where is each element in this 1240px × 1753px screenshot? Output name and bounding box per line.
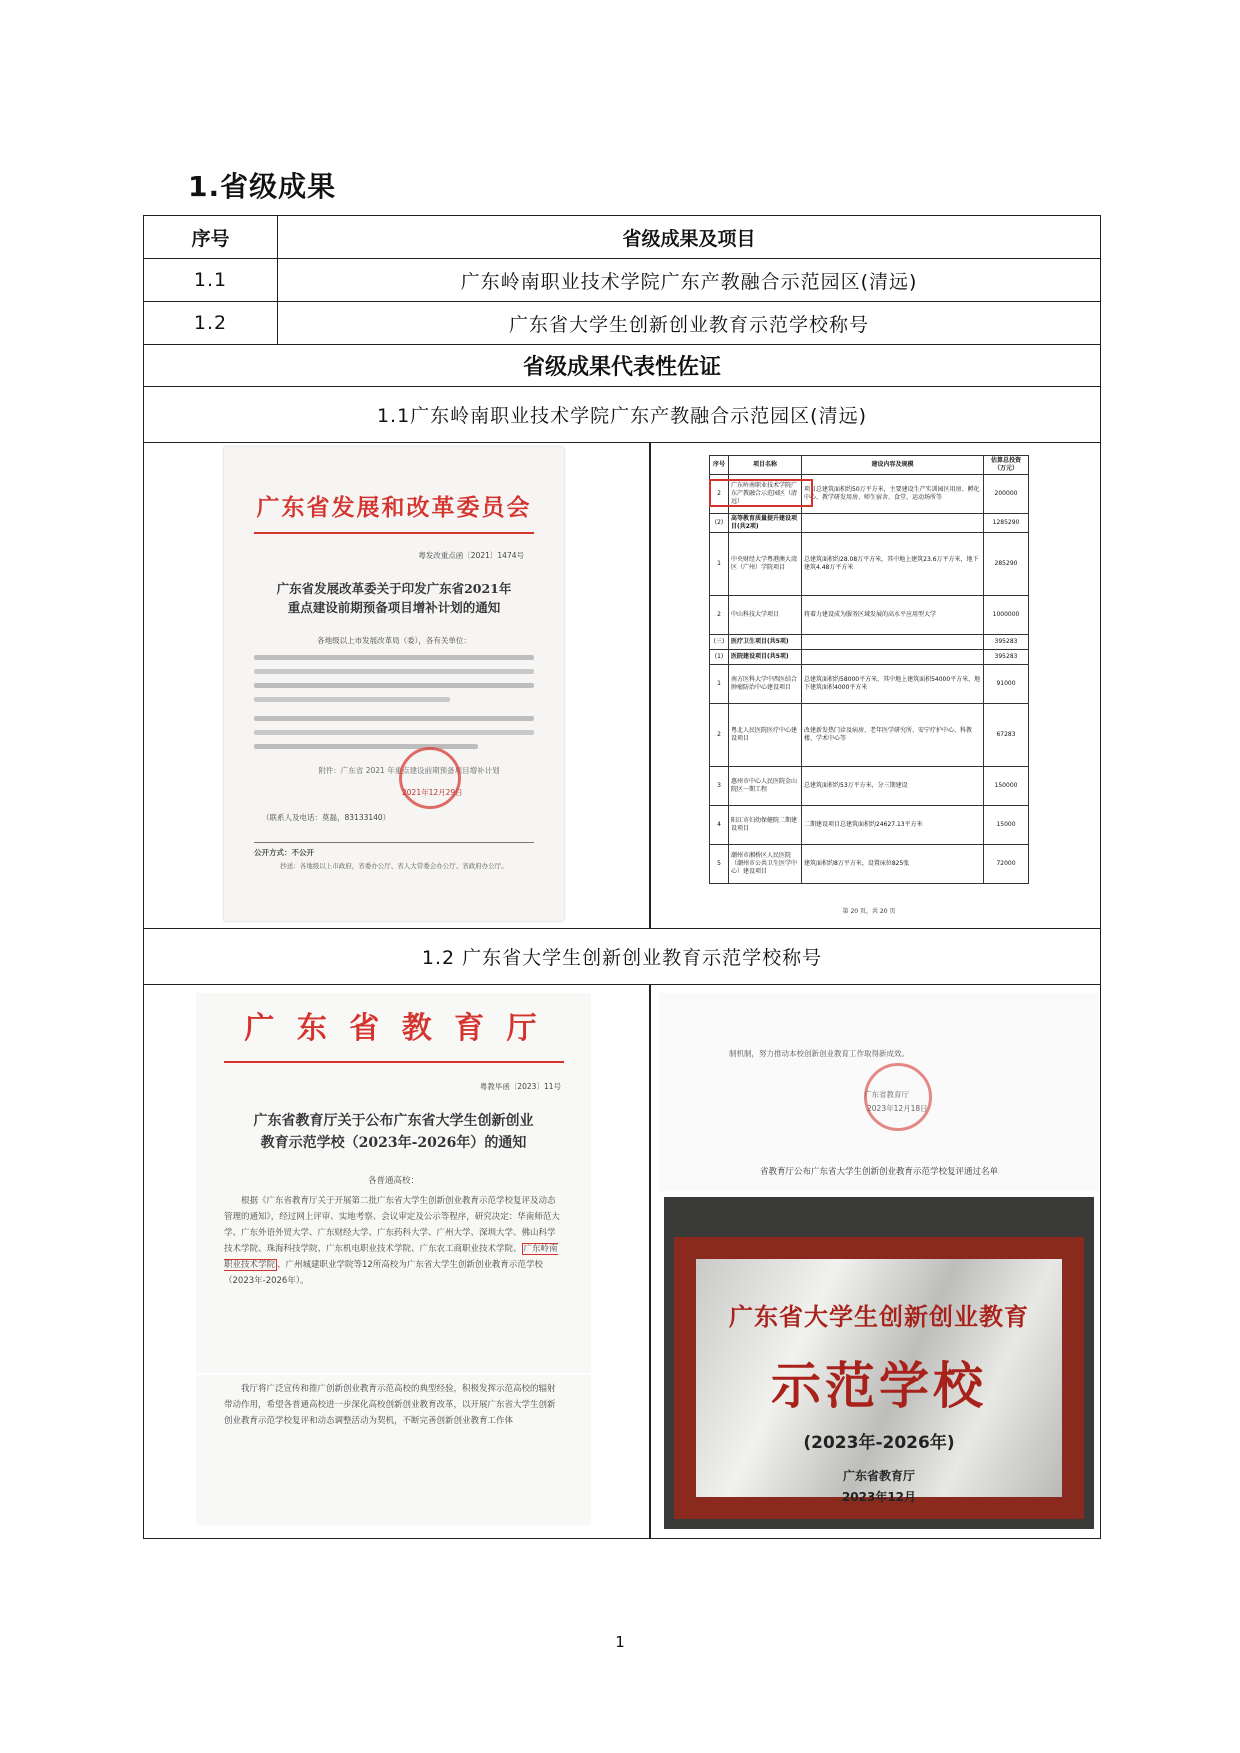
row-index: 1.1 bbox=[144, 259, 278, 302]
sheet-cell: 医疗卫生项目(共5项) bbox=[729, 635, 802, 650]
sheet-cell: 1000000 bbox=[984, 596, 1029, 635]
sheet-row bbox=[710, 845, 1029, 884]
ndrc-date: 2021年12月29日 bbox=[402, 788, 463, 797]
row-item: 广东省大学生创新创业教育示范学校称号 bbox=[278, 302, 1101, 345]
sheet-cell: 中央财经大学粤港澳大湾区（广州）学院项目 bbox=[729, 533, 802, 596]
ndrc-cc: 抄送：各地级以上市政府，省委办公厅、省人大常委会办公厅、省政府办公厅。 bbox=[280, 862, 508, 870]
sheet-row bbox=[710, 767, 1029, 806]
edu-signature-image bbox=[659, 993, 1099, 1191]
sheet-cell: 二期建设项目总建筑面积约24627.13平方米 bbox=[802, 806, 984, 845]
evidence-images-1 bbox=[144, 443, 1101, 929]
plaque-frame bbox=[674, 1237, 1084, 1519]
red-rule bbox=[254, 532, 534, 534]
sheet-cell: 建筑面积约8万平方米，设置床位825张 bbox=[802, 845, 984, 884]
page-heading: 1.省级成果 bbox=[188, 170, 337, 203]
sheet-cell: 广东岭南职业技术学院广东产教融合示范园区（清远） bbox=[729, 475, 802, 514]
ndrc-ref: 粤发改重点函〔2021〕1474号 bbox=[418, 551, 524, 560]
achievements-table bbox=[143, 215, 1101, 1539]
sheet-cell: 潮州市湘桥区人民医院（潮州市公共卫生医学中心）建设项目 bbox=[729, 845, 802, 884]
sheet-cell: 南方医科大学中西医结合肿瘤防治中心建设项目 bbox=[729, 665, 802, 704]
sheet-cell: (三) bbox=[710, 635, 729, 650]
col-header-item: 省级成果及项目 bbox=[278, 216, 1101, 259]
sheet-header: 项目名称 bbox=[729, 456, 802, 475]
plaque-date: 2023年12月 bbox=[841, 1490, 917, 1504]
sheet-row bbox=[710, 514, 1029, 533]
sheet-cell: 150000 bbox=[984, 767, 1029, 806]
edu-title-1: 广东省教育厅关于公布广东省大学生创新创业 bbox=[253, 1113, 534, 1129]
sheet-cell: 粤北人民医院医疗中心建设项目 bbox=[729, 704, 802, 767]
plaque-photo bbox=[664, 1197, 1094, 1529]
sheet-row bbox=[710, 596, 1029, 635]
sheet-cell: 医院建设项目(共5项) bbox=[729, 650, 802, 665]
page-number: 1 bbox=[615, 1633, 625, 1651]
edu-org-header: 广 东 省 教 育 厅 bbox=[244, 1011, 543, 1046]
sheet-cell: 2 bbox=[710, 596, 729, 635]
sheet-cell: 1285290 bbox=[984, 514, 1029, 533]
sheet-cell: 5 bbox=[710, 845, 729, 884]
sheet-cell: 总建筑面积约53万平方米，分三期建设 bbox=[802, 767, 984, 806]
edu-title-2: 教育示范学校（2023年-2026年）的通知 bbox=[260, 1135, 527, 1151]
project-list-image bbox=[709, 455, 1029, 923]
ndrc-body-lines bbox=[254, 655, 534, 749]
edu-stamp-org: 广东省教育厅 bbox=[864, 1090, 909, 1099]
cell-divider bbox=[649, 985, 651, 1538]
sheet-cell: 高等教育质量提升建设项目(共2项) bbox=[729, 514, 802, 533]
sheet-cell: 1 bbox=[710, 533, 729, 596]
edu-salutation: 各普通高校： bbox=[367, 1176, 419, 1186]
sheet-cell: 惠州市中心人民医院金山院区一期工程 bbox=[729, 767, 802, 806]
sheet-cell: 阳江市妇幼保健院二期建设项目 bbox=[729, 806, 802, 845]
evidence-title: 省级成果代表性佐证 bbox=[144, 345, 1101, 387]
edu-ref: 粤教毕函〔2023〕11号 bbox=[479, 1082, 561, 1091]
sheet-row bbox=[710, 533, 1029, 596]
sheet-cell: 总建筑面积约28.08万平方米，其中地上建筑23.6万平方米，地下建筑4.48万平方米 bbox=[802, 533, 984, 596]
sheet-cell: 72000 bbox=[984, 845, 1029, 884]
sheet-cell: 2 bbox=[710, 704, 729, 767]
sheet-cell: 3 bbox=[710, 767, 729, 806]
row-item: 广东岭南职业技术学院广东产教融合示范园区(清远) bbox=[278, 259, 1101, 302]
official-seal bbox=[399, 747, 461, 809]
sheet-row bbox=[710, 665, 1029, 704]
sheet-cell: 项目总建筑面积约50万平方米，主要建设生产实训园区用房、孵化中心、教学研发用房、师生宿舍、食堂、运动场所等 bbox=[802, 475, 984, 514]
sheet-cell: 395283 bbox=[984, 650, 1029, 665]
sheet-cell: 4 bbox=[710, 806, 729, 845]
sheet-row bbox=[710, 635, 1029, 650]
sheet-cell: 总建筑面积约58000平方米，其中地上建筑面积54000平方米，地下建筑面积4000平方米 bbox=[802, 665, 984, 704]
ndrc-attachment: 附件：广东省 2021 年重点建设前期预备项目增补计划 bbox=[318, 766, 500, 775]
ndrc-org-header: 广东省发展和改革委员会 bbox=[256, 494, 532, 521]
evidence-images-2 bbox=[144, 985, 1101, 1539]
sheet-cell: 1 bbox=[710, 665, 729, 704]
sheet-header: 建设内容及规模 bbox=[802, 456, 984, 475]
sheet-cell bbox=[802, 514, 984, 533]
sheet-row bbox=[710, 806, 1029, 845]
sheet-cell: 15000 bbox=[984, 806, 1029, 845]
sheet-cell: (2) bbox=[710, 514, 729, 533]
edu-body-3: 我厅将广泛宣传和推广创新创业教育示范高校的典型经验，积极发挥示范高校的辐射带动作用，希望各普通高校进一步深化高校创新创业教育改革，以开展广东省大学生创新创业教育示范学校复评和动态调整活动为契机，不断完善创新创业教育工作体 bbox=[224, 1384, 556, 1426]
sheet-cell: 改建新发热门诊及病房、老年医学研究所、安宁疗护中心、科教楼、学术中心等 bbox=[802, 704, 984, 767]
edu-body-text: 、广州城建职业学院等12所高校为广东省大学生创新创业教育示范学校（2023年-2026年）。 bbox=[224, 1260, 543, 1286]
col-header-index: 序号 bbox=[144, 216, 278, 259]
edu-body-text: 根据《广东省教育厅关于开展第二批广东省大学生创新创业教育示范学校复评及动态管理的通知》，经过网上评审、实地考察、会议审定及公示等程序，研究决定：华南师范大学、广东外语外贸大学、广东财经大学、广东药科大学、广州大学、深圳大学、佛山科学技术学院、珠海科技学院、广东机电职业技术学院、广东农工商职业技术学院、 bbox=[224, 1196, 560, 1254]
plaque-plate bbox=[696, 1259, 1062, 1504]
ndrc-title-1: 广东省发展改革委关于印发广东省2021年 bbox=[276, 581, 512, 596]
edu-stamp-date: 2023年12月18日 bbox=[867, 1104, 928, 1113]
highlight-box bbox=[709, 479, 813, 507]
sheet-cell: 将着力建设成为服务区域发展的高水平应用型大学 bbox=[802, 596, 984, 635]
plaque-line-2: 示范学校 bbox=[771, 1356, 987, 1415]
edu-body-1 bbox=[224, 1193, 563, 1289]
divider-line bbox=[254, 842, 534, 843]
sheet-header: 估算总投资（万元） bbox=[984, 456, 1029, 475]
sheet-cell: 91000 bbox=[984, 665, 1029, 704]
sheet-cell: 中山科技大学项目 bbox=[729, 596, 802, 635]
edu-caption: 省教育厅公布广东省大学生创新创业教育示范学校复评通过名单 bbox=[759, 1167, 998, 1177]
sheet-header: 序号 bbox=[710, 456, 729, 475]
ndrc-title-2: 重点建设前期预备项目增补计划的通知 bbox=[287, 600, 501, 615]
plaque-years: (2023年-2026年) bbox=[803, 1433, 955, 1453]
ndrc-contact: （联系人及电话：莫磊，83133140） bbox=[262, 813, 391, 822]
sheet-cell: 285290 bbox=[984, 533, 1029, 596]
sheet-cell: 395283 bbox=[984, 635, 1029, 650]
edu-notice-continued bbox=[196, 1375, 591, 1525]
row-index: 1.2 bbox=[144, 302, 278, 345]
ndrc-public: 公开方式：不公开 bbox=[254, 848, 314, 857]
ndrc-notice-image bbox=[224, 447, 564, 921]
evidence-subtitle-2: 1.2 广东省大学生创新创业教育示范学校称号 bbox=[144, 929, 1101, 985]
ndrc-para1: 各地级以上市发展改革局（委），各有关单位： bbox=[317, 636, 471, 645]
plaque-issuer: 广东省教育厅 bbox=[842, 1469, 915, 1483]
sheet-row bbox=[710, 650, 1029, 665]
sheet-cell: 2 bbox=[710, 475, 729, 514]
highlighted-school: 广东岭南职业技术学院 bbox=[224, 1244, 558, 1270]
cell-divider bbox=[649, 443, 651, 928]
project-list-table bbox=[709, 455, 1029, 884]
red-rule bbox=[224, 1061, 564, 1063]
sheet-cell: 200000 bbox=[984, 475, 1029, 514]
edu-closing-line: 制机制，努力推动本校创新创业教育工作取得新成效。 bbox=[729, 1049, 909, 1058]
evidence-subtitle-1: 1.1广东岭南职业技术学院广东产教融合示范园区(清远) bbox=[144, 387, 1101, 443]
sheet-row bbox=[710, 704, 1029, 767]
plaque-line-1: 广东省大学生创新创业教育 bbox=[729, 1302, 1029, 1331]
sheet-footer: 第 20 页，共 20 页 bbox=[842, 908, 896, 915]
sheet-cell bbox=[802, 650, 984, 665]
sheet-cell bbox=[802, 635, 984, 650]
sheet-cell: (1) bbox=[710, 650, 729, 665]
sheet-cell: 67283 bbox=[984, 704, 1029, 767]
edu-notice-image bbox=[196, 993, 591, 1373]
